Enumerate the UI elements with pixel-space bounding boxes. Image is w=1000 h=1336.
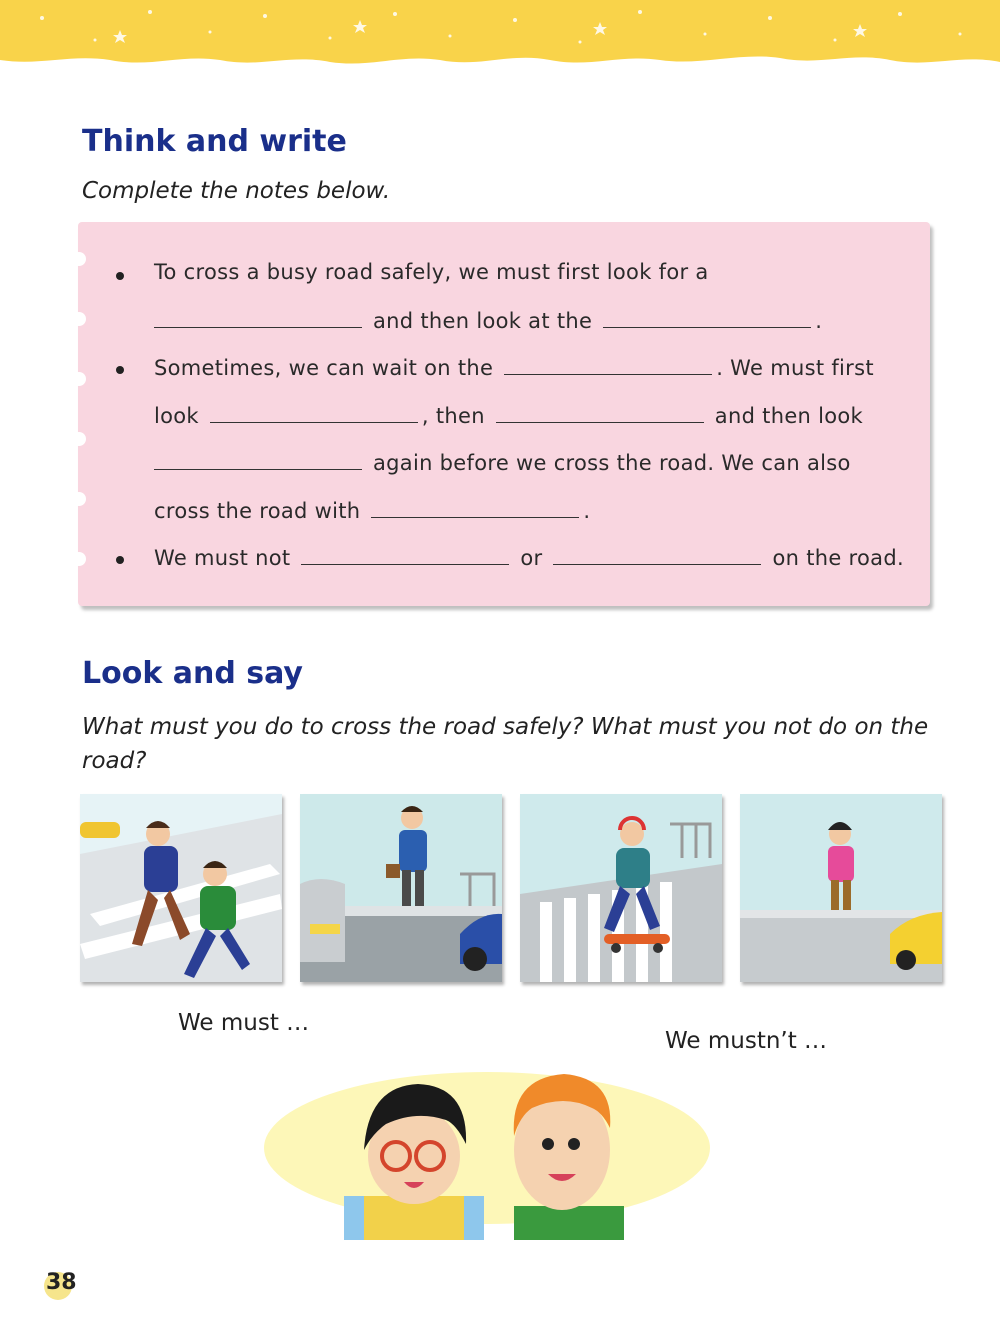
children-illustration [264,1056,710,1240]
speech-boy: We mustn’t … [665,1028,828,1054]
note-line-4: look , then and then look [154,404,864,428]
scene-boys-running [80,794,282,982]
blank-1[interactable] [154,307,362,328]
note-line-7: We must not or on the road. [154,546,904,570]
note-line-3: Sometimes, we can wait on the . We must first [154,356,874,380]
blank-2[interactable] [603,307,811,328]
speech-girl: We must … [178,1010,310,1036]
blank-6[interactable] [154,449,362,470]
note-line-5: again before we cross the road. We can also [154,449,851,475]
blank-3[interactable] [504,354,712,375]
think-and-write-instruction: Complete the notes below. [82,178,391,204]
blank-7[interactable] [371,497,579,518]
note-line-1: To cross a busy road safely, we must first look for a [154,260,709,284]
bullet [116,272,124,280]
blank-9[interactable] [553,544,761,565]
top-banner [0,0,1000,80]
scene-boy-skateboarding [520,794,722,982]
bullet [116,366,124,374]
scene-boy-between-cars [300,794,502,982]
blank-5[interactable] [496,402,704,423]
scene-girl-on-pavement [740,794,942,982]
look-and-say-title: Look and say [82,656,303,691]
bullet [116,556,124,564]
think-and-write-title: Think and write [82,124,347,159]
blank-8[interactable] [301,544,509,565]
note-line-2: and then look at the . [154,307,822,333]
notes-card [78,222,930,606]
note-line-6: cross the road with . [154,499,591,523]
page-number: 38 [46,1270,77,1295]
blank-4[interactable] [210,402,418,423]
look-and-say-instruction: What must you do to cross the road safely? What must you not do on the road? [82,714,929,774]
